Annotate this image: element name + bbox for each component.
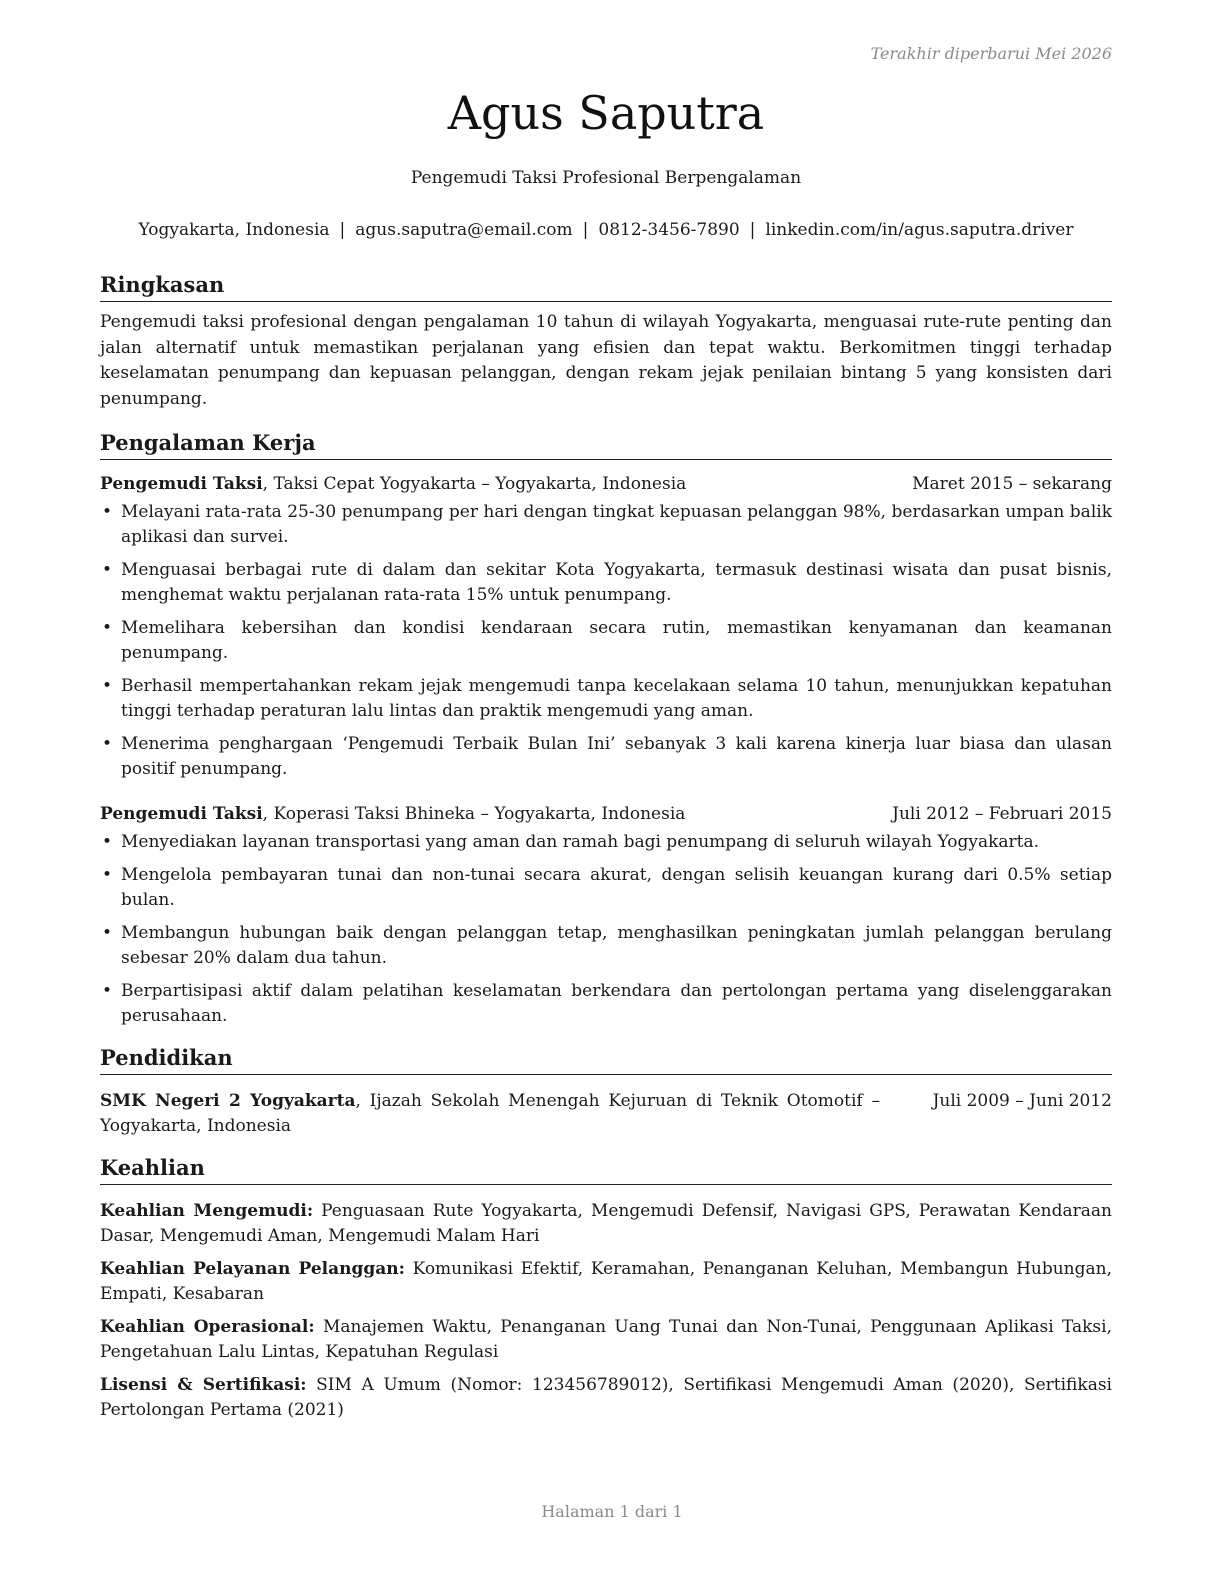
job-company: , Koperasi Taksi Bhineka – Yogyakarta, Indonesia — [262, 804, 686, 824]
resume-content — [100, 270, 1112, 1431]
job-entry — [100, 802, 1112, 1029]
bullet-item: • Menguasai berbagai rute di dalam dan sekitar Kota Yogyakarta, termasuk destinasi wisata dan pusat bisnis, menghemat waktu perjalanan rata-rata 15% untuk penumpang. — [100, 558, 1112, 608]
job-bullets — [100, 500, 1112, 782]
skill-item — [100, 1315, 1112, 1365]
contact-separator: | — [582, 220, 589, 240]
job-entry — [100, 472, 1112, 782]
job-dates: Maret 2015 – sekarang — [912, 474, 1112, 494]
bullet-item: • Memelihara kebersihan dan kondisi kendaraan secara rutin, memastikan kenyamanan dan keamanan penumpang. — [100, 616, 1112, 666]
education-dates: Juli 2009 – Juni 2012 — [932, 1091, 1112, 1111]
contact-line — [70, 220, 1142, 240]
job-header — [100, 472, 1112, 497]
bullet-item: • Menerima penghargaan ‘Pengemudi Terbaik Bulan Ini’ sebanyak 3 kali karena kinerja luar biasa dan ulasan positif penumpang. — [100, 732, 1112, 782]
skill-label: Keahlian Mengemudi: — [100, 1201, 314, 1221]
education-detail: , Ijazah Sekolah Menengah Kejuruan di Teknik Otomotif – Yogyakarta, Indonesia — [100, 1091, 880, 1136]
bullet-item: • Berhasil mempertahankan rekam jejak mengemudi tanpa kecelakaan selama 10 tahun, menunjukkan kepatuhan tinggi terhadap peraturan lalu lintas dan praktik mengemudi yang aman. — [100, 674, 1112, 724]
contact-separator: | — [339, 220, 346, 240]
education-school: SMK Negeri 2 Yogyakarta — [100, 1091, 356, 1111]
job-company: , Taksi Cepat Yogyakarta – Yogyakarta, Indonesia — [262, 474, 687, 494]
skill-text: Manajemen Waktu, Penanganan Uang Tunai dan Non-Tunai, Penggunaan Aplikasi Taksi, Pengetahuan Lalu Lintas, Kepatuhan Regulasi — [100, 1317, 1112, 1362]
job-role: Pengemudi Taksi — [100, 804, 263, 824]
candidate-name: Agus Saputra — [447, 86, 765, 140]
skill-text: Penguasaan Rute Yogyakarta, Mengemudi Defensif, Navigasi GPS, Perawatan Kendaraan Dasar, Mengemudi Aman, Mengemudi Malam Hari — [100, 1201, 1112, 1246]
section-title-skills: Keahlian — [100, 1153, 1112, 1185]
skill-item — [100, 1257, 1112, 1307]
section-title-experience: Pengalaman Kerja — [100, 428, 1112, 460]
job-dates: Juli 2012 – Februari 2015 — [892, 804, 1112, 824]
section-title-summary: Ringkasan — [100, 270, 1112, 302]
bullet-item: • Menyediakan layanan transportasi yang aman dan ramah bagi penumpang di seluruh wilayah Yogyakarta. — [100, 830, 1112, 855]
skill-item — [100, 1373, 1112, 1423]
skills-list — [100, 1199, 1112, 1423]
contact-linkedin[interactable]: linkedin.com/in/agus.saputra.driver — [765, 220, 1074, 240]
contact-separator: | — [749, 220, 756, 240]
contact-email[interactable]: agus.saputra@email.com — [355, 220, 573, 240]
section-title-education: Pendidikan — [100, 1043, 1112, 1075]
job-header — [100, 802, 1112, 827]
skill-label: Lisensi & Sertifikasi: — [100, 1375, 307, 1395]
bullet-item: • Berpartisipasi aktif dalam pelatihan keselamatan berkendara dan pertolongan pertama yang diselenggarakan perusahaan. — [100, 979, 1112, 1029]
contact-phone: 0812-3456-7890 — [598, 220, 740, 240]
job-bullets — [100, 830, 1112, 1029]
education-entry — [100, 1089, 1112, 1139]
contact-location: Yogyakarta, Indonesia — [138, 220, 330, 240]
skill-text: SIM A Umum (Nomor: 123456789012), Sertifikasi Mengemudi Aman (2020), Sertifikasi Pertolongan Pertama (2021) — [100, 1375, 1112, 1420]
bullet-item: • Mengelola pembayaran tunai dan non-tunai secara akurat, dengan selisih keuangan kurang dari 0.5% setiap bulan. — [100, 863, 1112, 913]
tagline: Pengemudi Taksi Profesional Berpengalaman — [410, 168, 802, 188]
job-role: Pengemudi Taksi — [100, 474, 263, 494]
skill-item — [100, 1199, 1112, 1249]
summary-text: Pengemudi taksi profesional dengan pengalaman 10 tahun di wilayah Yogyakarta, menguasai rute-rute penting dan jalan alternatif untuk memastikan perjalanan yang efisien dan tepat waktu. Berkomitmen tinggi terhadap keselamatan penumpang dan kepuasan pelanggan, dengan rekam jejak penilaian bintang 5 yang konsisten dari penumpang. — [100, 312, 1112, 409]
last-updated: Terakhir diperbarui Mei 2026 — [870, 44, 1112, 63]
resume-page — [100, 0, 1112, 1584]
skill-label: Keahlian Operasional: — [100, 1317, 315, 1337]
skill-text: Komunikasi Efektif, Keramahan, Penanganan Keluhan, Membangun Hubungan, Empati, Kesabaran — [100, 1259, 1112, 1304]
page-footer: Halaman 1 dari 1 — [541, 1502, 683, 1521]
bullet-item: • Membangun hubungan baik dengan pelanggan tetap, menghasilkan peningkatan jumlah pelanggan berulang sebesar 20% dalam dua tahun. — [100, 921, 1112, 971]
skill-label: Keahlian Pelayanan Pelanggan: — [100, 1259, 405, 1279]
bullet-item: • Melayani rata-rata 25-30 penumpang per hari dengan tingkat kepuasan pelanggan 98%, berdasarkan umpan balik aplikasi dan survei. — [100, 500, 1112, 550]
